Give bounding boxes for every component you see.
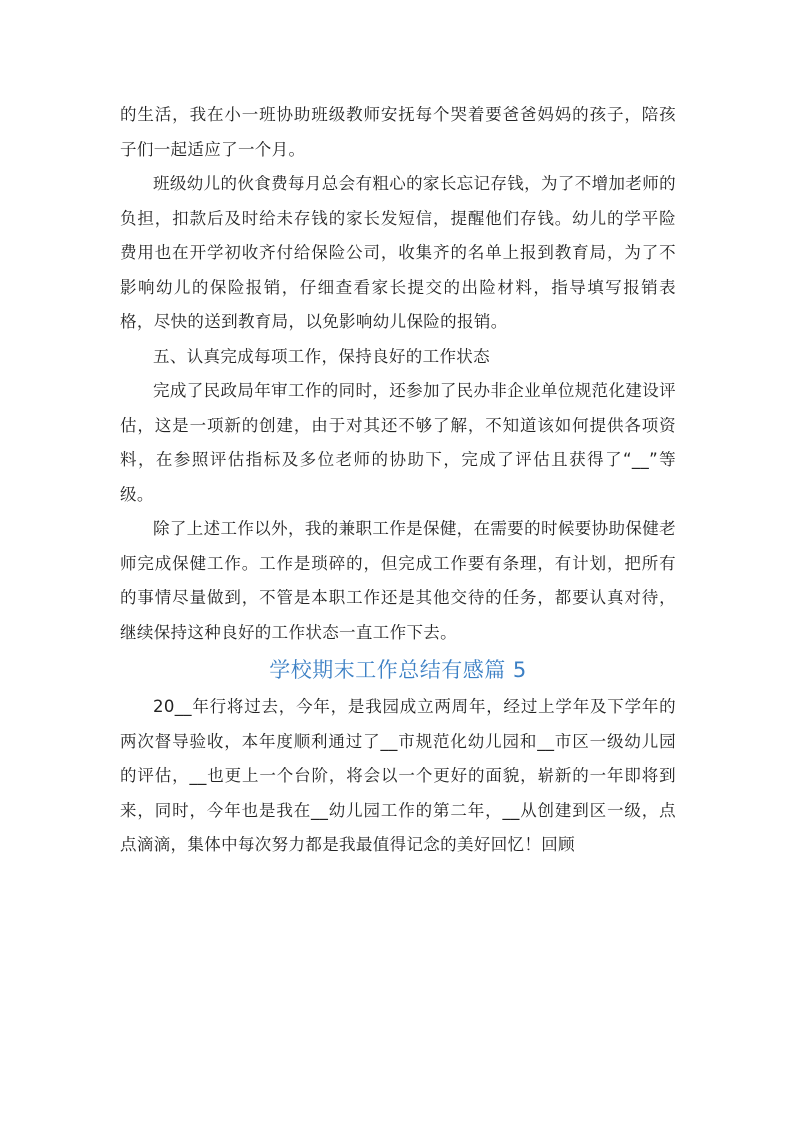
paragraph-4: 除了上述工作以外，我的兼职工作是保健，在需要的时候要协助保健老师完成保健工作。工作是琐碎的，但完成工作要有条理，有计划，把所有的事情尽量做到，不管是本职工作还是其他交待的任务，都要认真对待，继续保持这种良好的工作状态一直工作下去。 xyxy=(120,519,676,642)
document-page xyxy=(120,98,676,863)
paragraph-5: 20__年行将过去，今年，是我园成立两周年，经过上学年及下学年的两次督导验收，本年度顺利通过了__市规范化幼儿园和__市区一级幼儿园的评估，__也更上一个台阶，将会以一个更好的面貌，崭新的一年即将到来，同时，今年也是我在__幼儿园工作的第二年，__从创建到区一级，点点滴滴，集体中每次努力都是我最值得记念的美好回忆！回顾 xyxy=(120,697,676,854)
section-heading: 学校期末工作总结有感篇 5 xyxy=(269,658,527,682)
paragraph-1: 的生活，我在小一班协助班级教师安抚每个哭着要爸爸妈妈的孩子，陪孩子们一起适应了一个月。 xyxy=(120,105,676,159)
section-subheading: 五、认真完成每项工作，保持良好的工作状态 xyxy=(153,346,490,366)
paragraph-2: 班级幼儿的伙食费每月总会有粗心的家长忘记存钱，为了不增加老师的负担，扣款后及时给未存钱的家长发短信，提醒他们存钱。幼儿的学平险费用也在开学初收齐付给保险公司，收集齐的名单上报到教育局，为了不影响幼儿的保险报销，仔细查看家长提交的出险材料，指导填写报销表格，尽快的送到教育局，以免影响幼儿保险的报销。 xyxy=(120,174,676,331)
paragraph-3: 完成了民政局年审工作的同时，还参加了民办非企业单位规范化建设评估，这是一项新的创建，由于对其还不够了解，不知道该如何提供各项资料，在参照评估指标及多位老师的协助下，完成了评估且获得了“__”等级。 xyxy=(120,381,676,504)
